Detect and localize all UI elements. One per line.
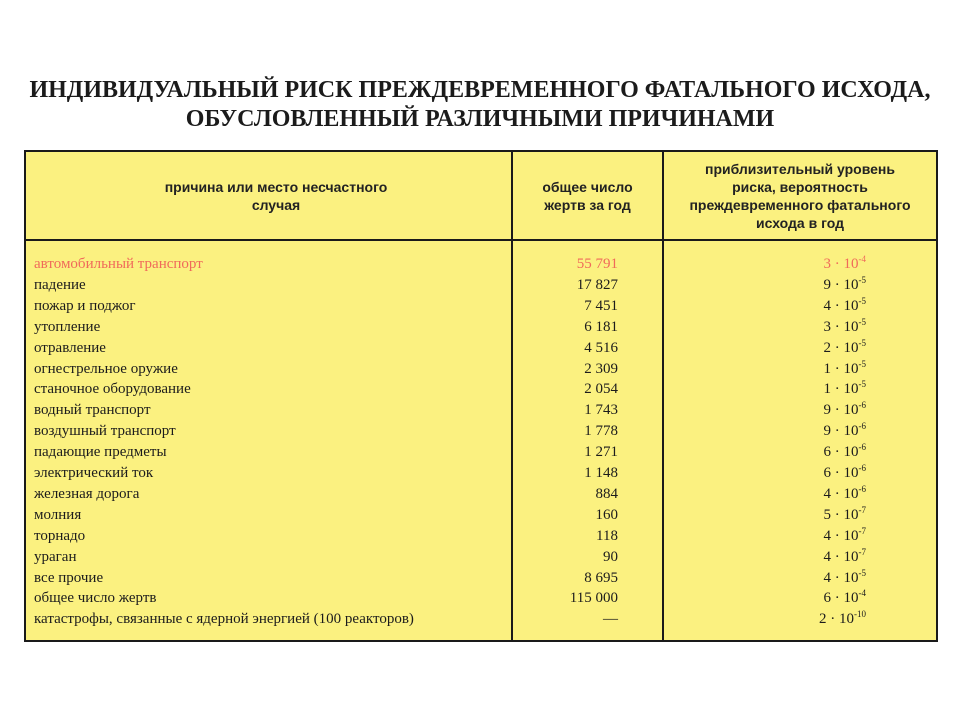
header-cause: причина или место несчастного случая	[164, 179, 388, 213]
table-row	[26, 400, 936, 421]
risk-mantissa: 6	[823, 444, 831, 461]
risk-cell	[666, 317, 866, 338]
table-row	[26, 505, 936, 526]
risk-cell	[666, 547, 866, 568]
risk-cell	[666, 359, 866, 380]
table-row	[26, 484, 936, 505]
risk-multiplier: · 10	[834, 256, 859, 272]
risk-mantissa: 3	[823, 318, 831, 335]
cause-cell: станочное оборудование	[34, 381, 191, 398]
victims-cell: —	[603, 611, 618, 628]
risk-multiplier: · 10	[834, 485, 859, 502]
risk-exponent: -6	[858, 442, 866, 453]
risk-cell	[666, 588, 866, 609]
risk-multiplier: · 10	[834, 590, 859, 607]
risk-exponent: -6	[858, 483, 866, 494]
risk-multiplier: · 10	[834, 339, 859, 356]
cause-cell: торнадо	[34, 527, 86, 544]
victims-cell: 1 148	[584, 465, 618, 481]
header-risk: приблизительный уровень риска, вероятность преждевременного фатального исхода в год	[689, 161, 911, 231]
victims-cell: 6 181	[584, 318, 618, 335]
table-row	[26, 526, 936, 547]
risk-multiplier: · 10	[834, 402, 859, 419]
cause-cell: молния	[34, 506, 82, 523]
risk-mantissa: 9	[823, 402, 831, 419]
risk-multiplier: · 10	[834, 423, 859, 440]
risk-mantissa: 4	[823, 569, 831, 586]
risk-mantissa: 4	[823, 297, 831, 314]
risk-mantissa: 6	[823, 465, 831, 481]
risk-multiplier: · 10	[834, 506, 859, 523]
risk-mantissa: 1	[823, 381, 831, 398]
risk-multiplier: · 10	[834, 360, 859, 377]
victims-cell: 4 516	[584, 339, 618, 356]
risk-mantissa: 5	[823, 506, 831, 523]
cause-cell: отравление	[34, 339, 106, 356]
risk-exponent: -6	[858, 463, 866, 473]
table-row	[26, 317, 936, 338]
table-row	[26, 338, 936, 359]
cause-cell: автомобильный транспорт	[34, 256, 203, 272]
risk-multiplier: · 10	[834, 381, 859, 398]
table-row	[26, 296, 936, 317]
victims-cell: 55 791	[576, 256, 618, 272]
risk-mantissa: 2	[823, 339, 831, 356]
victims-cell: 118	[596, 527, 618, 544]
table-row	[26, 588, 936, 609]
cause-cell: утопление	[34, 318, 101, 335]
risk-mantissa: 6	[823, 590, 831, 607]
cause-cell: общее число жертв	[34, 590, 157, 607]
risk-multiplier: · 10	[834, 297, 859, 314]
risk-multiplier: · 10	[834, 276, 859, 293]
title-line-1: ИНДИВИДУАЛЬНЫЙ РИСК ПРЕЖДЕВРЕМЕННОГО ФАТАЛЬНОГО ИСХОДА,	[29, 77, 931, 103]
risk-cell	[666, 463, 866, 484]
cause-cell: падение	[34, 276, 86, 293]
risk-multiplier: · 10	[834, 318, 859, 335]
victims-cell: 8 695	[584, 569, 618, 586]
victims-cell: 7 451	[584, 297, 618, 314]
table-row	[26, 254, 936, 275]
risk-cell	[666, 526, 866, 547]
page-title	[0, 76, 960, 134]
risk-exponent: -5	[858, 567, 866, 578]
header-victims: общее число жертв за год	[542, 179, 633, 213]
victims-cell: 884	[595, 485, 618, 502]
risk-cell	[666, 484, 866, 505]
risk-exponent: -5	[858, 379, 866, 390]
table-row	[26, 568, 936, 589]
risk-mantissa: 1	[823, 360, 831, 377]
victims-cell: 2 309	[584, 360, 618, 377]
risk-cell	[666, 505, 866, 526]
risk-cell	[666, 296, 866, 317]
risk-multiplier: · 10	[834, 465, 859, 481]
risk-table	[24, 150, 938, 642]
risk-cell	[666, 609, 866, 630]
table-row	[26, 463, 936, 484]
table-row	[26, 609, 936, 630]
risk-exponent: -7	[858, 525, 866, 536]
table-row	[26, 359, 936, 380]
risk-exponent: -6	[858, 400, 866, 411]
risk-exponent: -5	[858, 295, 866, 306]
risk-exponent: -5	[858, 358, 866, 369]
risk-exponent: -6	[858, 421, 866, 432]
risk-multiplier: · 10	[834, 527, 859, 544]
victims-cell: 90	[603, 548, 618, 565]
cause-cell: катастрофы, связанные с ядерной энергией (100 реакторов)	[34, 611, 414, 628]
cause-cell: ураган	[34, 548, 77, 565]
risk-cell	[666, 254, 866, 275]
victims-cell: 1 743	[584, 402, 618, 419]
cause-cell: огнестрельное оружие	[34, 360, 178, 377]
risk-exponent: -7	[858, 546, 866, 557]
risk-mantissa: 9	[823, 276, 831, 293]
risk-cell	[666, 421, 866, 442]
risk-mantissa: 4	[823, 548, 831, 565]
table-row	[26, 275, 936, 296]
risk-mantissa: 4	[823, 527, 831, 544]
victims-cell: 160	[595, 506, 618, 523]
risk-multiplier: · 10	[834, 548, 859, 565]
risk-exponent: -5	[858, 274, 866, 285]
risk-cell	[666, 568, 866, 589]
risk-multiplier: · 10	[834, 569, 859, 586]
victims-cell: 1 778	[584, 423, 618, 440]
risk-mantissa: 3	[823, 256, 831, 272]
table-row	[26, 379, 936, 400]
table-row	[26, 421, 936, 442]
risk-exponent: -4	[858, 254, 866, 264]
table-row	[26, 442, 936, 463]
risk-cell	[666, 275, 866, 296]
risk-mantissa: 9	[823, 423, 831, 440]
risk-cell	[666, 379, 866, 400]
risk-multiplier: · 10	[834, 444, 859, 461]
cause-cell: пожар и поджог	[34, 297, 136, 314]
risk-cell	[666, 338, 866, 359]
victims-cell: 2 054	[584, 381, 618, 398]
title-line-2: ОБУСЛОВЛЕННЫЙ РАЗЛИЧНЫМИ ПРИЧИНАМИ	[185, 106, 775, 132]
cause-cell: падающие предметы	[34, 444, 167, 461]
cause-cell: электрический ток	[34, 465, 154, 481]
risk-cell	[666, 442, 866, 463]
risk-mantissa: 2	[819, 611, 827, 628]
risk-cell	[666, 400, 866, 421]
risk-exponent: -4	[858, 588, 866, 599]
header-divider	[26, 239, 936, 241]
risk-mantissa: 4	[823, 485, 831, 502]
cause-cell: водный транспорт	[34, 402, 151, 419]
victims-cell: 17 827	[576, 276, 618, 293]
risk-exponent: -5	[858, 337, 866, 348]
risk-multiplier: · 10	[830, 611, 854, 628]
victims-cell: 115 000	[569, 590, 618, 607]
cause-cell: воздушный транспорт	[34, 423, 176, 440]
cause-cell: все прочие	[34, 569, 104, 586]
victims-cell: 1 271	[584, 444, 618, 461]
risk-exponent: -5	[858, 316, 866, 327]
cause-cell: железная дорога	[34, 485, 140, 502]
table-row	[26, 547, 936, 568]
risk-exponent: -10	[854, 609, 866, 620]
risk-exponent: -7	[858, 504, 866, 515]
